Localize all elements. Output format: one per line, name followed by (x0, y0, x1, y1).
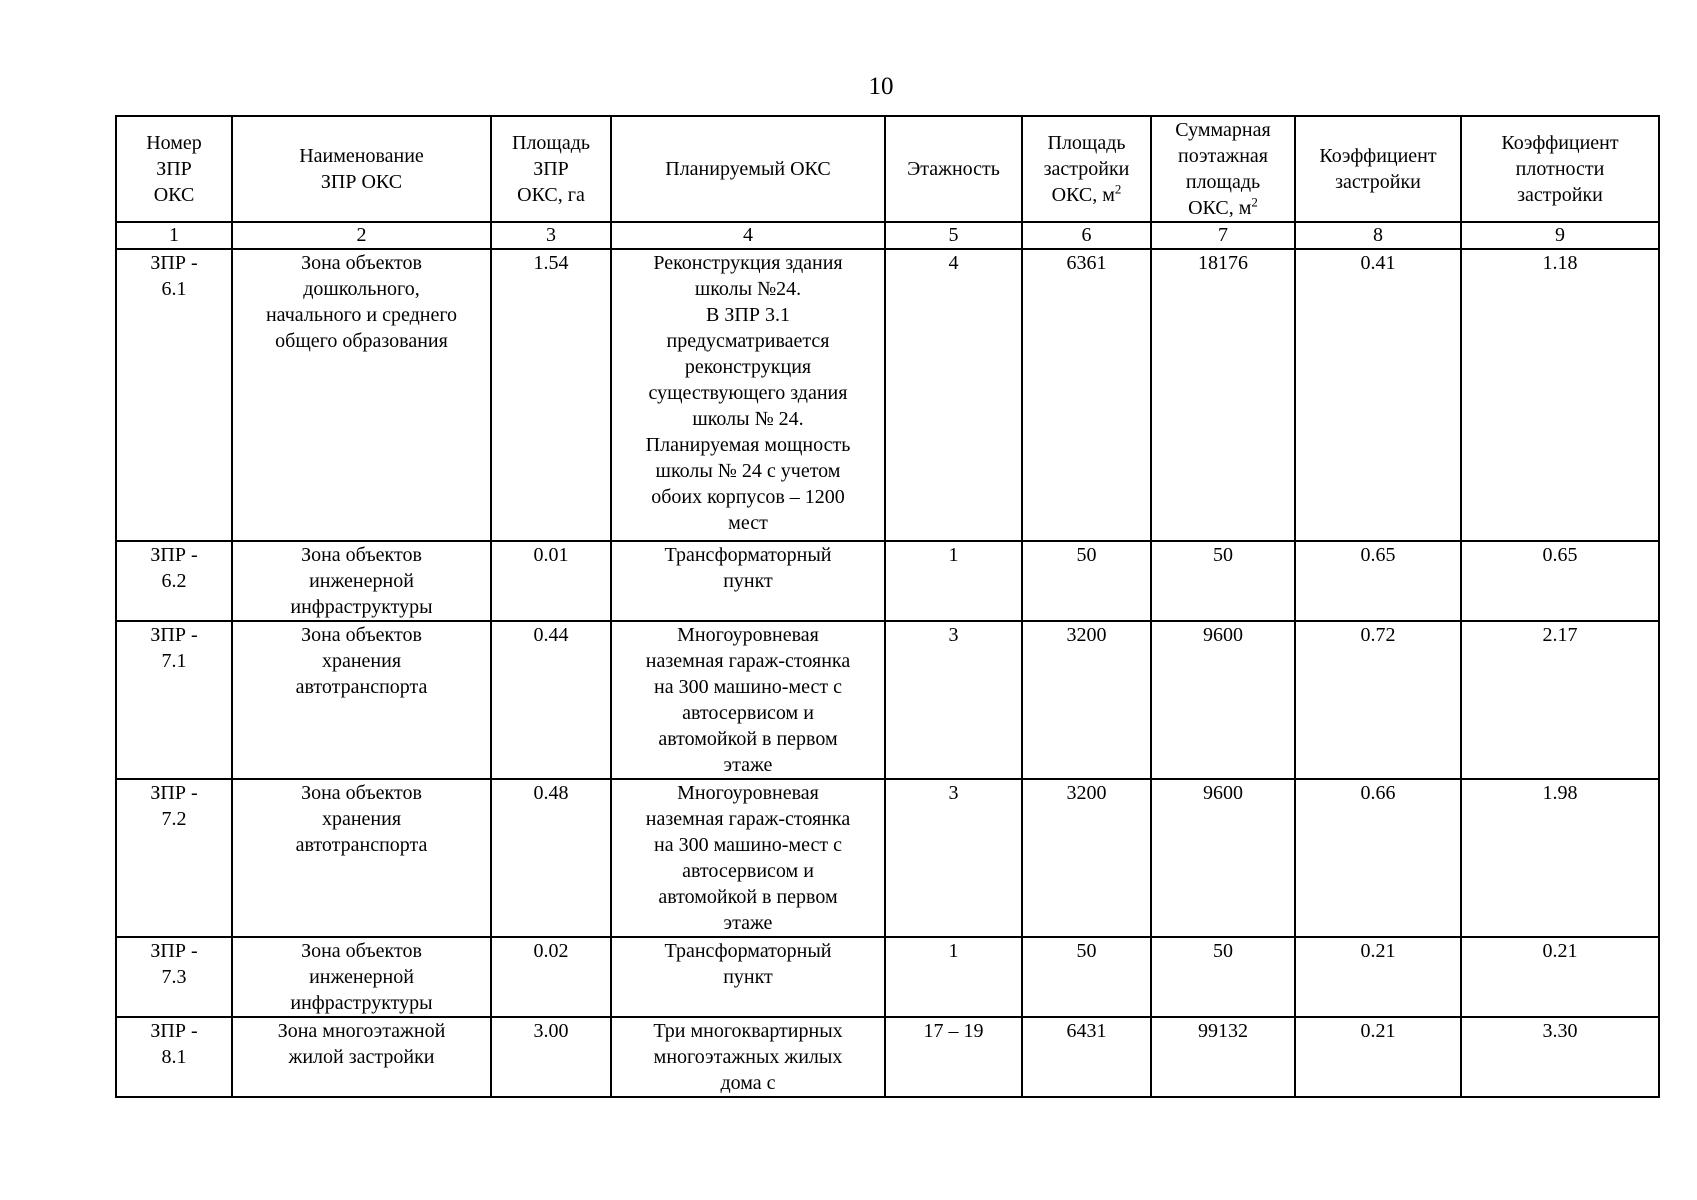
cell-building-coefficient: 0.21 (1295, 937, 1461, 1017)
cell-density-coefficient: 1.18 (1461, 249, 1659, 541)
header-total-floor-area: Суммарная поэтажная площадь ОКС, $м^2$ (1151, 116, 1295, 222)
header-planned-oks: Планируемый ОКС (611, 116, 885, 222)
cell-zpr-area: 0.48 (491, 779, 611, 937)
header-building-area-superscript: 2 (1114, 181, 1122, 197)
cell-zpr-name: Зона объектов дошкольного, начального и среднего общего образования (232, 249, 491, 541)
table-row (116, 1017, 1659, 1097)
cell-density-coefficient: 3.30 (1461, 1017, 1659, 1097)
cell-building-coefficient: 0.66 (1295, 779, 1461, 937)
cell-zpr-name: Зона объектов хранения автотранспорта (232, 779, 491, 937)
cell-building-area: 6361 (1022, 249, 1151, 541)
cell-planned-oks: Реконструкция здания школы №24. В ЗПР 3.1 предусматривается реконструкция существующего здания школы № 24. Планируемая мощность школы № 24 с учетом обоих корпусов – 1200 мест (611, 249, 885, 541)
cell-density-coefficient: 0.21 (1461, 937, 1659, 1017)
table-row (116, 541, 1659, 621)
header-building-coefficient: Коэффициент застройки (1295, 116, 1461, 222)
cell-zpr-number: ЗПР - 7.2 (116, 779, 232, 937)
header-total-floor-area-superscript: 2 (1251, 194, 1258, 210)
cell-building-area: 3200 (1022, 779, 1151, 937)
cell-zpr-area: 0.02 (491, 937, 611, 1017)
cell-planned-oks: Трансформаторный пункт (611, 541, 885, 621)
cell-floors: 3 (885, 621, 1022, 779)
cell-planned-oks: Три многоквартирных многоэтажных жилых дома с (611, 1017, 885, 1097)
cell-floors: 1 (885, 541, 1022, 621)
cell-planned-oks: Трансформаторный пункт (611, 937, 885, 1017)
cell-zpr-area: 0.01 (491, 541, 611, 621)
column-number: 3 (491, 222, 611, 249)
cell-floors: 1 (885, 937, 1022, 1017)
column-number: 1 (116, 222, 232, 249)
cell-zpr-number: ЗПР - 7.1 (116, 621, 232, 779)
page-number: 10 (868, 73, 894, 100)
column-number: 2 (232, 222, 491, 249)
cell-density-coefficient: 0.65 (1461, 541, 1659, 621)
header-density-coefficient: Коэффициент плотности застройки (1461, 116, 1659, 222)
cell-total-floor-area: 50 (1151, 541, 1295, 621)
cell-zpr-name: Зона объектов инженерной инфраструктуры (232, 937, 491, 1017)
cell-zpr-area: 3.00 (491, 1017, 611, 1097)
cell-total-floor-area: 18176 (1151, 249, 1295, 541)
cell-building-coefficient: 0.72 (1295, 621, 1461, 779)
header-zpr-area: Площадь ЗПР ОКС, га (491, 116, 611, 222)
cell-building-coefficient: 0.65 (1295, 541, 1461, 621)
table-row (116, 621, 1659, 779)
cell-building-area: 50 (1022, 541, 1151, 621)
cell-density-coefficient: 2.17 (1461, 621, 1659, 779)
cell-floors: 4 (885, 249, 1022, 541)
cell-total-floor-area: 9600 (1151, 621, 1295, 779)
header-building-area: Площадь застройки ОКС, $м^2$ (1022, 116, 1151, 222)
cell-floors: 3 (885, 779, 1022, 937)
table-row (116, 937, 1659, 1017)
cell-zpr-name: Зона объектов хранения автотранспорта (232, 621, 491, 779)
column-number: 4 (611, 222, 885, 249)
cell-zpr-number: ЗПР - 7.3 (116, 937, 232, 1017)
column-number: 8 (1295, 222, 1461, 249)
column-number: 7 (1151, 222, 1295, 249)
cell-zpr-area: 1.54 (491, 249, 611, 541)
column-number: 6 (1022, 222, 1151, 249)
cell-zpr-number: ЗПР - 6.2 (116, 541, 232, 621)
header-row (116, 116, 1659, 222)
cell-zpr-area: 0.44 (491, 621, 611, 779)
table-row (116, 779, 1659, 937)
cell-total-floor-area: 50 (1151, 937, 1295, 1017)
zpr-oks-table (115, 115, 1660, 1098)
column-number-row (116, 222, 1659, 249)
column-number: 5 (885, 222, 1022, 249)
header-zpr-name: Наименование ЗПР ОКС (232, 116, 491, 222)
cell-building-coefficient: 0.41 (1295, 249, 1461, 541)
table-row (116, 249, 1659, 541)
cell-building-coefficient: 0.21 (1295, 1017, 1461, 1097)
cell-building-area: 3200 (1022, 621, 1151, 779)
column-number: 9 (1461, 222, 1659, 249)
cell-zpr-name: Зона объектов инженерной инфраструктуры (232, 541, 491, 621)
cell-total-floor-area: 9600 (1151, 779, 1295, 937)
cell-density-coefficient: 1.98 (1461, 779, 1659, 937)
cell-building-area: 6431 (1022, 1017, 1151, 1097)
cell-planned-oks: Многоуровневая наземная гараж-стоянка на 300 машино-мест с автосервисом и автомойкой в первом этаже (611, 621, 885, 779)
cell-total-floor-area: 99132 (1151, 1017, 1295, 1097)
cell-zpr-number: ЗПР - 6.1 (116, 249, 232, 541)
cell-building-area: 50 (1022, 937, 1151, 1017)
cell-planned-oks: Многоуровневая наземная гараж-стоянка на 300 машино-мест с автосервисом и автомойкой в первом этаже (611, 779, 885, 937)
cell-zpr-number: ЗПР - 8.1 (116, 1017, 232, 1097)
header-floors: Этажность (885, 116, 1022, 222)
cell-zpr-name: Зона многоэтажной жилой застройки (232, 1017, 491, 1097)
cell-floors: 17 – 19 (885, 1017, 1022, 1097)
header-zpr-number: Номер ЗПР ОКС (116, 116, 232, 222)
